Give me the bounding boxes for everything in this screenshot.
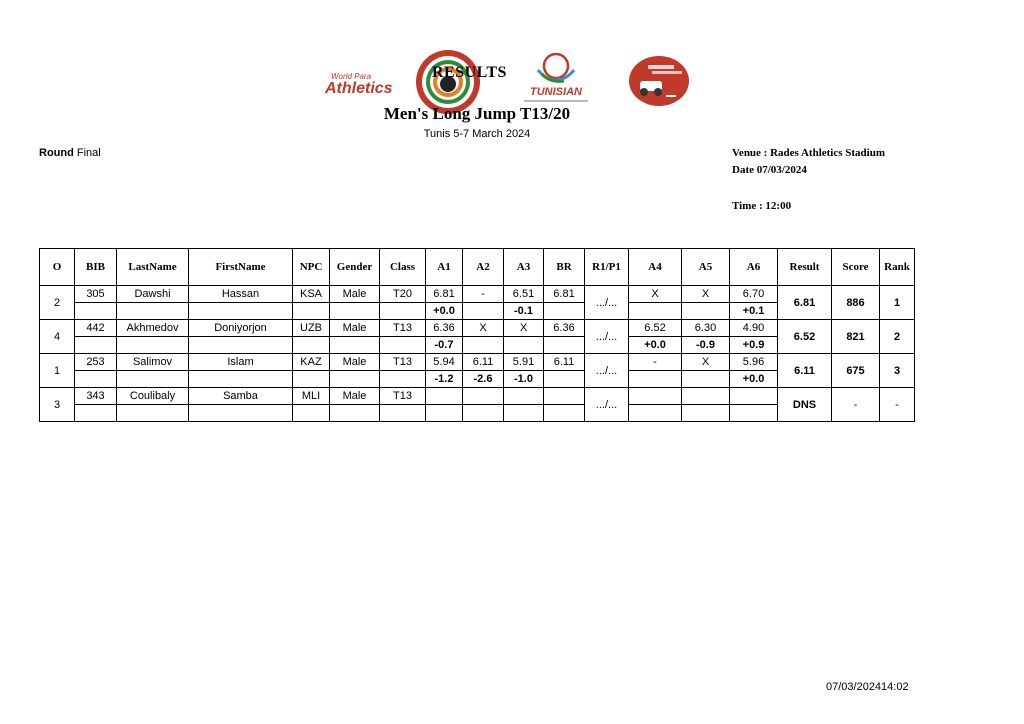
r1p1-cell: .../...: [585, 388, 629, 422]
wind-cell: -2.6: [463, 371, 504, 388]
round-value: Final: [76, 147, 101, 159]
score-cell: -: [832, 388, 880, 422]
wind-cell: +0.1: [730, 303, 778, 320]
wind-cell: -1.2: [426, 371, 463, 388]
wind-cell: [629, 405, 682, 422]
npc-cell: KAZ: [293, 354, 330, 371]
best-result-cell: 6.11: [544, 354, 585, 371]
attempt-cell: 6.11: [463, 354, 504, 371]
empty-cell: [293, 405, 330, 422]
attempt-cell: [682, 388, 730, 405]
col-header: A3: [504, 249, 544, 286]
col-header: LastName: [117, 249, 189, 286]
table-row: [40, 320, 915, 337]
empty-cell: [293, 337, 330, 354]
wind-cell: +0.0: [730, 371, 778, 388]
wind-cell: -0.9: [682, 337, 730, 354]
event-title: [0, 104, 1024, 124]
wind-cell: [504, 337, 544, 354]
firstname-cell: Hassan: [189, 286, 293, 303]
lastname-cell: Akhmedov: [117, 320, 189, 337]
rank-cell: 1: [880, 286, 915, 320]
date-info: Date 07/03/2024: [732, 164, 807, 176]
attempt-cell: 6.36: [426, 320, 463, 337]
event-dates: [0, 128, 1024, 140]
empty-cell: [75, 337, 117, 354]
lastname-cell: Salimov: [117, 354, 189, 371]
attempt-cell: 6.81: [426, 286, 463, 303]
npc-cell: UZB: [293, 320, 330, 337]
empty-cell: [117, 371, 189, 388]
attempt-cell: 6.30: [682, 320, 730, 337]
wind-cell: +0.0: [426, 303, 463, 320]
empty-cell: [380, 371, 426, 388]
rank-cell: -: [880, 388, 915, 422]
npc-cell: MLI: [293, 388, 330, 405]
empty-cell: [117, 303, 189, 320]
tunisian-paralympic-logo: [520, 50, 592, 108]
firstname-cell: Doniyorjon: [189, 320, 293, 337]
attempt-cell: 6.51: [504, 286, 544, 303]
table-row: [40, 286, 915, 303]
lastname-cell: Dawshi: [117, 286, 189, 303]
lastname-cell: Coulibaly: [117, 388, 189, 405]
attempt-cell: X: [463, 320, 504, 337]
attempt-cell: [463, 388, 504, 405]
bib-cell: 343: [75, 388, 117, 405]
order-cell: 3: [40, 388, 75, 422]
attempt-cell: X: [682, 354, 730, 371]
class-cell: T13: [380, 354, 426, 371]
empty-cell: [330, 371, 380, 388]
empty-cell: [189, 405, 293, 422]
npc-cell: KSA: [293, 286, 330, 303]
empty-cell: [544, 303, 585, 320]
attempt-cell: 6.52: [629, 320, 682, 337]
world-para-athletics-logo: [325, 72, 397, 104]
attempt-cell: X: [629, 286, 682, 303]
attempt-cell: X: [682, 286, 730, 303]
col-header: Class: [380, 249, 426, 286]
empty-cell: [544, 371, 585, 388]
wind-cell: [730, 405, 778, 422]
result-cell: 6.81: [778, 286, 832, 320]
score-cell: 675: [832, 354, 880, 388]
attempt-cell: -: [463, 286, 504, 303]
wind-cell: [682, 371, 730, 388]
printed-timestamp: 07/03/202414:02: [826, 681, 909, 693]
score-cell: 821: [832, 320, 880, 354]
empty-cell: [117, 405, 189, 422]
empty-cell: [330, 337, 380, 354]
attempt-cell: 5.96: [730, 354, 778, 371]
world-para-logo-line1: World Para: [331, 72, 372, 81]
empty-cell: [380, 303, 426, 320]
attempt-cell: [629, 388, 682, 405]
empty-cell: [380, 405, 426, 422]
empty-cell: [75, 303, 117, 320]
results-table: [39, 248, 915, 422]
empty-cell: [380, 337, 426, 354]
wind-cell: [463, 303, 504, 320]
col-header: BR: [544, 249, 585, 286]
col-header: R1/P1: [585, 249, 629, 286]
empty-cell: [75, 371, 117, 388]
col-header: O: [40, 249, 75, 286]
gender-cell: Male: [330, 320, 380, 337]
best-result-cell: 6.36: [544, 320, 585, 337]
attempt-cell: [426, 388, 463, 405]
firstname-cell: Samba: [189, 388, 293, 405]
r1p1-cell: .../...: [585, 320, 629, 354]
bib-cell: 253: [75, 354, 117, 371]
event-dates-text: Tunis 5-7 March 2024: [423, 128, 531, 140]
attempt-cell: [730, 388, 778, 405]
best-result-cell: [544, 388, 585, 405]
col-header: A4: [629, 249, 682, 286]
col-header: Gender: [330, 249, 380, 286]
tunisian-logo-subtitle-bar: [524, 100, 588, 102]
firstname-cell: Islam: [189, 354, 293, 371]
col-header: FirstName: [189, 249, 293, 286]
empty-cell: [330, 405, 380, 422]
world-para-logo-line2: Athletics: [325, 80, 393, 97]
attempt-cell: -: [629, 354, 682, 371]
class-cell: T13: [380, 320, 426, 337]
attempt-cell: 5.94: [426, 354, 463, 371]
round-label: Round: [39, 147, 74, 159]
empty-cell: [117, 337, 189, 354]
wind-cell: [463, 337, 504, 354]
empty-cell: [293, 371, 330, 388]
attempt-cell: 4.90: [730, 320, 778, 337]
class-cell: T20: [380, 286, 426, 303]
wind-cell: [682, 405, 730, 422]
gender-cell: Male: [330, 388, 380, 405]
bib-cell: 442: [75, 320, 117, 337]
table-header-row: [40, 249, 915, 286]
wind-cell: +0.0: [629, 337, 682, 354]
round-info: [39, 147, 101, 159]
attempt-cell: X: [504, 320, 544, 337]
empty-cell: [189, 303, 293, 320]
order-cell: 1: [40, 354, 75, 388]
time-info: Time : 12:00: [732, 200, 792, 212]
wind-cell: [426, 405, 463, 422]
attempt-cell: 5.91: [504, 354, 544, 371]
bib-cell: 305: [75, 286, 117, 303]
col-header: A6: [730, 249, 778, 286]
attempt-cell: 6.70: [730, 286, 778, 303]
col-header: BIB: [75, 249, 117, 286]
attempt-cell: [504, 388, 544, 405]
table-row: [40, 388, 915, 405]
venue-info: Venue : Rades Athletics Stadium: [732, 147, 885, 159]
r1p1-cell: .../...: [585, 286, 629, 320]
event-title-text: Men's Long Jump T13/20: [383, 104, 571, 123]
wind-cell: [682, 303, 730, 320]
col-header: A5: [682, 249, 730, 286]
empty-cell: [544, 337, 585, 354]
result-cell: DNS: [778, 388, 832, 422]
best-result-cell: 6.81: [544, 286, 585, 303]
wind-cell: [629, 303, 682, 320]
gender-cell: Male: [330, 286, 380, 303]
score-cell: 886: [832, 286, 880, 320]
empty-cell: [293, 303, 330, 320]
wind-cell: [629, 371, 682, 388]
result-cell: 6.52: [778, 320, 832, 354]
col-header: Rank: [880, 249, 915, 286]
wind-cell: +0.9: [730, 337, 778, 354]
wind-cell: [463, 405, 504, 422]
result-cell: 6.11: [778, 354, 832, 388]
world-para-athletics-car-logo: [628, 55, 690, 107]
col-header: Result: [778, 249, 832, 286]
col-header: A1: [426, 249, 463, 286]
wind-cell: -0.1: [504, 303, 544, 320]
rank-cell: 2: [880, 320, 915, 354]
order-cell: 2: [40, 286, 75, 320]
tunisian-logo-text: TUNISIAN: [530, 86, 582, 98]
table-row: [40, 354, 915, 371]
empty-cell: [189, 371, 293, 388]
r1p1-cell: .../...: [585, 354, 629, 388]
wind-cell: -1.0: [504, 371, 544, 388]
col-header: A2: [463, 249, 504, 286]
col-header: NPC: [293, 249, 330, 286]
tunisian-emblem-icon: [520, 50, 592, 86]
results-title: RESULTS: [432, 64, 507, 81]
gender-cell: Male: [330, 354, 380, 371]
class-cell: T13: [380, 388, 426, 405]
rank-cell: 3: [880, 354, 915, 388]
wind-cell: [504, 405, 544, 422]
empty-cell: [75, 405, 117, 422]
empty-cell: [330, 303, 380, 320]
order-cell: 4: [40, 320, 75, 354]
empty-cell: [189, 337, 293, 354]
col-header: Score: [832, 249, 880, 286]
empty-cell: [544, 405, 585, 422]
wind-cell: -0.7: [426, 337, 463, 354]
